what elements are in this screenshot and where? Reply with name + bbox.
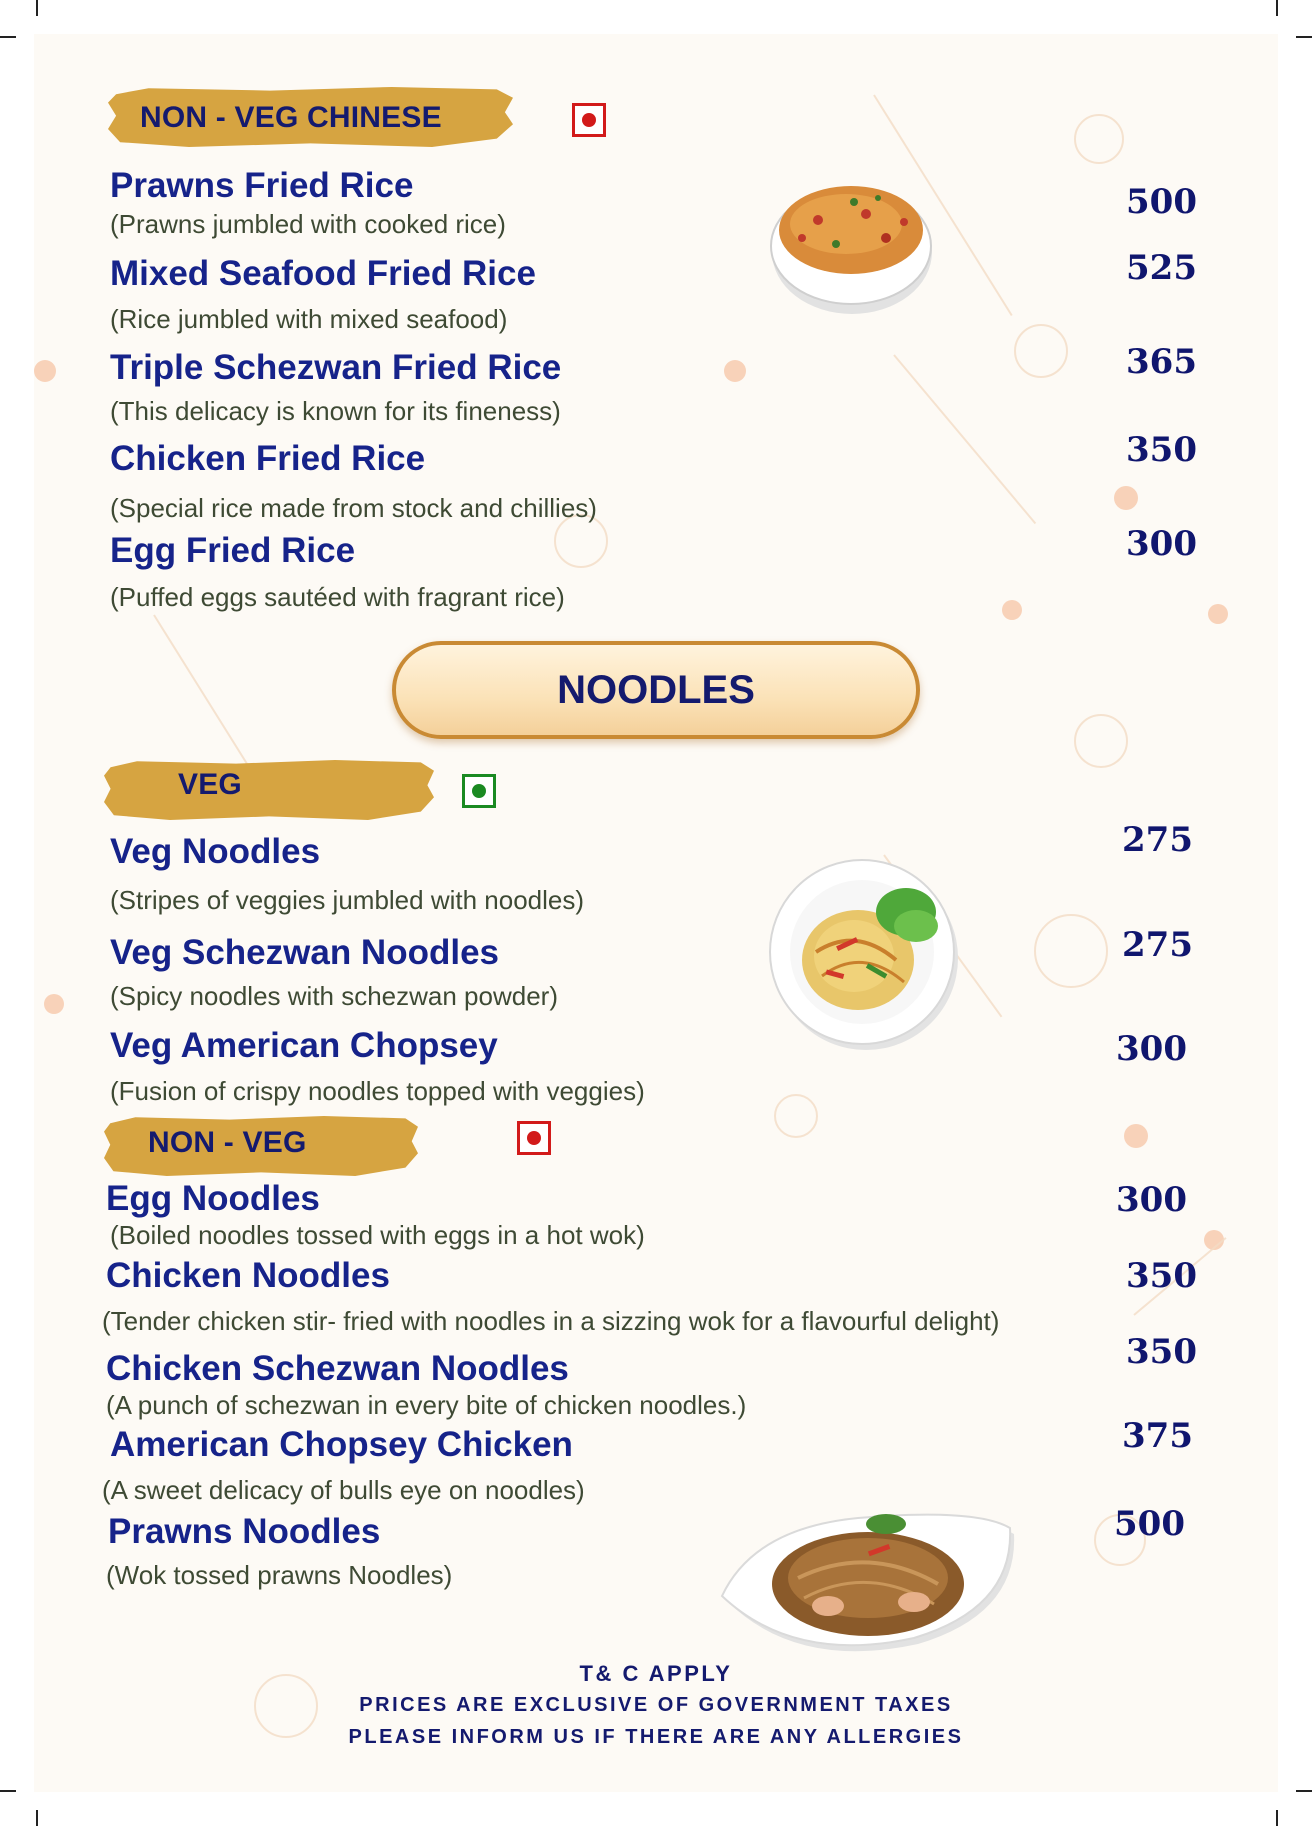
menu-item-price: 375 xyxy=(1122,1416,1193,1456)
menu-item-price: 350 xyxy=(1126,1256,1197,1296)
menu-item-description: (A punch of schezwan in every bite of chicken noodles.) xyxy=(106,1390,747,1420)
menu-item-name: Prawns Noodles xyxy=(108,1512,381,1551)
menu-item-description: (Spicy noodles with schezwan powder) xyxy=(110,981,558,1011)
prawns-noodles-plate-image xyxy=(718,1494,1024,1658)
menu-item-name: Veg American Chopsey xyxy=(110,1026,498,1065)
noodles-section-title xyxy=(392,641,920,739)
menu-item-description: (Boiled noodles tossed with eggs in a hot wok) xyxy=(110,1220,645,1250)
menu-item-price: 300 xyxy=(1116,1180,1187,1220)
menu-item-price: 275 xyxy=(1122,820,1193,860)
menu-item-name: Mixed Seafood Fried Rice xyxy=(110,254,536,293)
crop-mark xyxy=(36,1810,38,1826)
taxes-note: PRICES ARE EXCLUSIVE OF GOVERNMENT TAXES xyxy=(359,1694,953,1716)
menu-item-price: 350 xyxy=(1126,430,1197,470)
menu-item-price: 365 xyxy=(1126,342,1197,382)
menu-item-description: (Special rice made from stock and chillies) xyxy=(110,493,597,523)
menu-item-price: 525 xyxy=(1126,248,1197,288)
menu-item-description: (Rice jumbled with mixed seafood) xyxy=(110,304,508,334)
menu-item-price: 275 xyxy=(1122,925,1193,965)
menu-item-name: Egg Noodles xyxy=(106,1179,320,1218)
menu-item-name: American Chopsey Chicken xyxy=(110,1425,573,1464)
background-doodle xyxy=(1074,114,1124,164)
menu-item-name: Triple Schezwan Fried Rice xyxy=(110,348,562,387)
crop-mark xyxy=(1296,36,1312,38)
crop-mark xyxy=(1296,1790,1312,1792)
menu-item-name: Chicken Schezwan Noodles xyxy=(106,1349,569,1388)
crop-mark xyxy=(1276,0,1278,16)
menu-item-description: (Tender chicken stir- fried with noodles in a sizzing wok for a flavourful delight) xyxy=(102,1306,1000,1336)
fried-rice-bowl-image xyxy=(766,168,936,320)
menu-item-description: (Fusion of crispy noodles topped with veggies) xyxy=(110,1076,645,1106)
section-banner-veg xyxy=(104,760,434,820)
terms-note: T& C APPLY xyxy=(579,1661,733,1686)
menu-item-description: (Wok tossed prawns Noodles) xyxy=(106,1560,453,1590)
menu-item-price: 500 xyxy=(1126,182,1197,222)
background-doodle xyxy=(153,614,250,768)
background-doodle xyxy=(1074,714,1128,768)
background-dot xyxy=(1208,604,1228,624)
crop-mark xyxy=(1276,1810,1278,1826)
non-veg-indicator-icon xyxy=(517,1121,551,1155)
background-dot xyxy=(44,994,64,1014)
background-doodle xyxy=(1014,324,1068,378)
menu-item-description: (Stripes of veggies jumbled with noodles) xyxy=(110,885,585,915)
background-doodle xyxy=(893,354,1036,524)
background-dot xyxy=(724,360,746,382)
section-heading-non-veg-chinese: NON - VEG CHINESE xyxy=(140,101,442,134)
background-dot xyxy=(1124,1124,1148,1148)
allergies-note: PLEASE INFORM US IF THERE ARE ANY ALLERGIES xyxy=(348,1726,964,1748)
menu-item-name: Chicken Noodles xyxy=(106,1256,390,1295)
noodles-section-label: NOODLES xyxy=(557,667,755,712)
menu-item-description: (A sweet delicacy of bulls eye on noodles) xyxy=(102,1475,585,1505)
menu-item-name: Veg Noodles xyxy=(110,832,321,871)
menu-item-name: Prawns Fried Rice xyxy=(110,166,414,205)
menu-item-description: (Puffed eggs sautéed with fragrant rice) xyxy=(110,582,565,612)
menu-item-name: Veg Schezwan Noodles xyxy=(110,933,499,972)
menu-item-price: 300 xyxy=(1116,1029,1187,1069)
menu-item-price: 350 xyxy=(1126,1332,1197,1372)
background-dot xyxy=(1114,486,1138,510)
crop-mark xyxy=(0,36,16,38)
menu-item-description: (Prawns jumbled with cooked rice) xyxy=(110,209,506,239)
veg-indicator-icon xyxy=(462,774,496,808)
menu-item-name: Chicken Fried Rice xyxy=(110,439,426,478)
crop-mark xyxy=(0,1790,16,1792)
menu-item-description: (This delicacy is known for its fineness) xyxy=(110,396,561,426)
background-doodle xyxy=(1034,914,1108,988)
background-dot xyxy=(1002,600,1022,620)
menu-item-price: 300 xyxy=(1126,524,1197,564)
background-dot xyxy=(34,360,56,382)
crop-mark xyxy=(36,0,38,16)
menu-item-price: 500 xyxy=(1114,1504,1185,1544)
menu-item-name: Egg Fried Rice xyxy=(110,531,356,570)
section-heading-veg: VEG xyxy=(178,768,242,801)
background-doodle xyxy=(774,1094,818,1138)
section-heading-non-veg: NON - VEG xyxy=(148,1126,307,1159)
non-veg-indicator-icon xyxy=(572,103,606,137)
veg-noodles-plate-image xyxy=(766,856,962,1052)
